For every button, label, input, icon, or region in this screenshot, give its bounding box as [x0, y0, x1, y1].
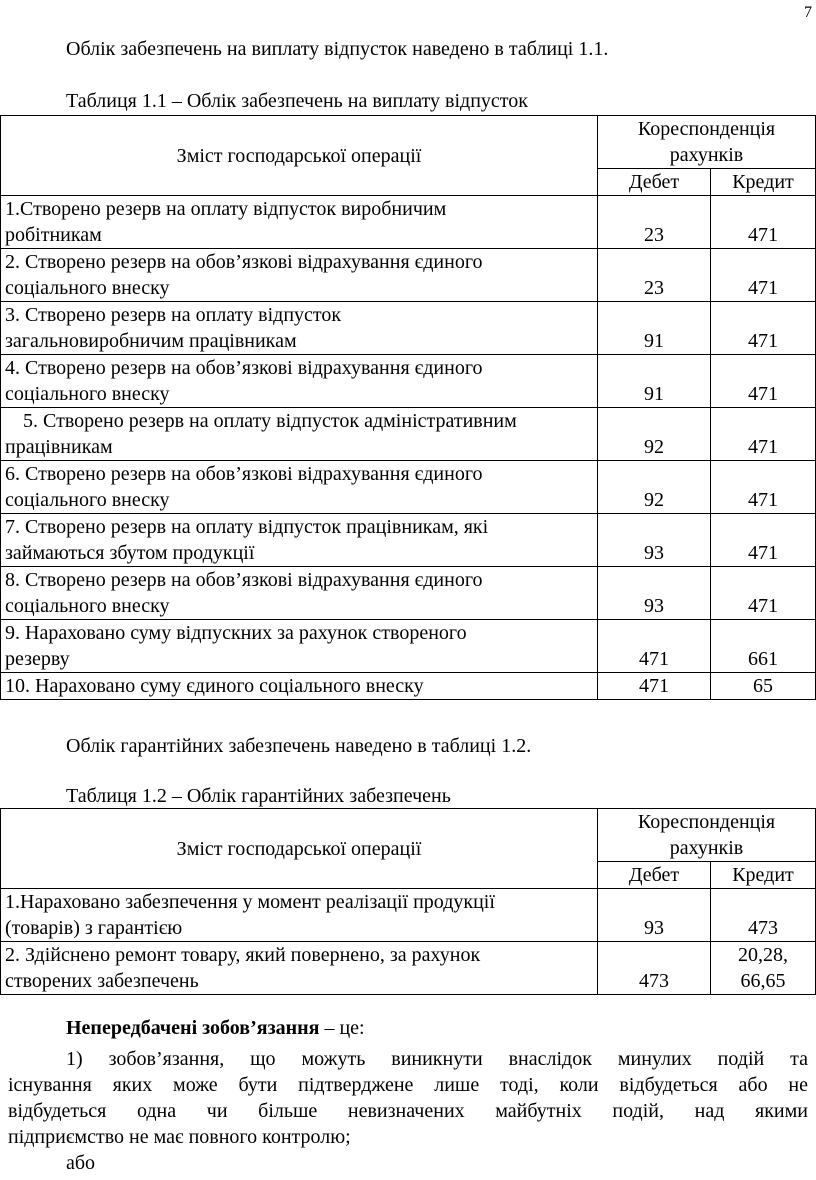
table-row [1, 249, 816, 302]
operation-cell: 3. Створено резерв на оплату відпусток загальновиробничим працівникам [1, 302, 598, 355]
debit-cell: 23 [598, 196, 711, 249]
operation-cell: 7. Створено резерв на оплату відпусток працівникам, які займаються збутом продукції [1, 514, 598, 567]
operation-cell: 9. Нараховано суму відпускних за рахунок створеного резерву [1, 620, 598, 673]
table2-header-row [1, 809, 816, 862]
table2-caption: Таблиця 1.2 – Облік гарантійних забезпечень [66, 785, 451, 807]
credit-cell: 471 [711, 302, 816, 355]
intro-paragraph-2: Облік гарантійних забезпечень наведено в таблиці 1.2. [66, 735, 532, 757]
table-row [1, 567, 816, 620]
table2-header-content [1, 809, 598, 889]
page-number: 7 [804, 4, 812, 21]
table-row [1, 196, 816, 249]
correspondence-label: Кореспонденція [637, 811, 776, 833]
credit-cell: 65 [711, 673, 816, 700]
operation-cell: 4. Створено резерв на обов’язкові відрахування єдиного соціального внеску [1, 355, 598, 408]
header-content-label: Зміст господарської операції [176, 837, 422, 860]
operation-cell: 8. Створено резерв на обов’язкові відрахування єдиного соціального внеску [1, 567, 598, 620]
credit-cell: 471 [711, 249, 816, 302]
intro-paragraph-1: Облік забезпечень на виплату відпусток наведено в таблиці 1.1. [66, 38, 609, 60]
definition-heading [66, 1017, 365, 1040]
debit-cell: 91 [598, 302, 711, 355]
credit-cell: 661 [711, 620, 816, 673]
credit-cell: 471 [711, 567, 816, 620]
accounts-label: рахунків [669, 144, 744, 166]
table2-header-debit: Дебет [598, 862, 711, 889]
table-row [1, 514, 816, 567]
credit-cell: 471 [711, 408, 816, 461]
table-2 [0, 808, 816, 995]
credit-cell: 20,28, 66,65 [711, 942, 816, 995]
operation-cell: 6. Створено резерв на обов’язкові відрахування єдиного соціального внеску [1, 461, 598, 514]
table1-header-credit: Кредит [711, 169, 816, 196]
operation-cell: 2. Створено резерв на обов’язкові відрахування єдиного соціального внеску [1, 249, 598, 302]
credit-cell: 473 [711, 889, 816, 942]
debit-cell: 91 [598, 355, 711, 408]
debit-cell: 473 [598, 942, 711, 995]
operation-cell: 1.Створено резерв на оплату відпусток виробничим робітникам [1, 196, 598, 249]
definition-line: підприємство не має повного контролю; [8, 1126, 351, 1148]
debit-cell: 23 [598, 249, 711, 302]
table-row [1, 408, 816, 461]
credit-cell: 471 [711, 461, 816, 514]
table-row [1, 302, 816, 355]
table1-header-content [1, 116, 598, 196]
table-1 [0, 115, 816, 700]
debit-cell: 93 [598, 514, 711, 567]
debit-cell: 471 [598, 673, 711, 700]
table-row [1, 620, 816, 673]
credit-cell: 471 [711, 355, 816, 408]
table-row [1, 889, 816, 942]
debit-cell: 93 [598, 567, 711, 620]
header-content-label: Зміст господарської операції [176, 144, 422, 167]
table1-header-debit: Дебет [598, 169, 711, 196]
table1-header-row [1, 116, 816, 169]
definition-line: відбудеться одна чи більше невизначених майбутніх подій, над якими [8, 1100, 808, 1122]
table2-header-correspondence [598, 809, 816, 862]
operation-cell: 5. Створено резерв на оплату відпусток адміністративним працівникам [1, 408, 598, 461]
definition-or: або [66, 1152, 96, 1174]
definition-term: Непередбачені зобов’язання [66, 1017, 320, 1039]
table1-header-correspondence [598, 116, 816, 169]
debit-cell: 92 [598, 408, 711, 461]
accounts-label: рахунків [669, 837, 744, 859]
debit-cell: 471 [598, 620, 711, 673]
definition-item-1 [8, 1046, 808, 1150]
definition-line: існування яких може бути підтверджене лише тоді, коли відбудеться або не [8, 1074, 808, 1096]
table2-header-credit: Кредит [711, 862, 816, 889]
table-row [1, 461, 816, 514]
debit-cell: 92 [598, 461, 711, 514]
operation-cell: 1.Нараховано забезпечення у момент реалізації продукції (товарів) з гарантією [1, 889, 598, 942]
debit-cell: 93 [598, 889, 711, 942]
credit-cell: 471 [711, 514, 816, 567]
correspondence-label: Кореспонденція [637, 118, 776, 140]
table-row [1, 942, 816, 995]
credit-cell: 471 [711, 196, 816, 249]
definition-line: 1) зобов’язання, що можуть виникнути внаслідок минулих подій та [66, 1048, 808, 1070]
operation-cell: 10. Нараховано суму єдиного соціального внеску [1, 673, 598, 700]
operation-cell: 2. Здійснено ремонт товару, який повернено, за рахунок створених забезпечень [1, 942, 598, 995]
table-row [1, 673, 816, 700]
table-row [1, 355, 816, 408]
table1-caption: Таблиця 1.1 – Облік забезпечень на виплату відпусток [66, 90, 528, 112]
definition-suffix: – це: [319, 1017, 365, 1039]
